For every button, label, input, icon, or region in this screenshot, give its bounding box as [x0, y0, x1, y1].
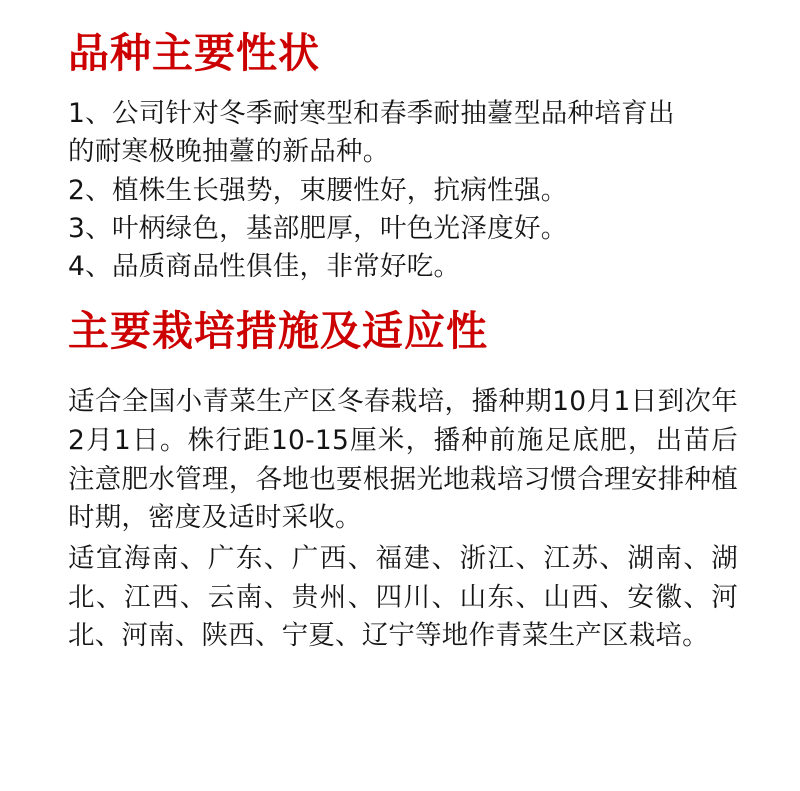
- list-item: 2、植株生长强势，束腰性好，抗病性强。: [68, 174, 568, 206]
- cultivation-paragraph: 适合全国小青菜生产区冬春栽培，播种期10月1日到次年2月1日。株行距10-15厘米，播种前施足底肥，出苗后注意肥水管理，各地也要根据光地栽培习惯合理安排种植时期，密度及适时采收。: [68, 386, 738, 534]
- list-item: 1、公司针对冬季耐寒型和春季耐抽薹型品种培育出: [68, 98, 675, 130]
- section-heading-cultivation: 主要栽培措施及适应性: [68, 307, 488, 356]
- variety-traits-list: [68, 95, 738, 286]
- list-item: 的耐寒极晚抽薹的新品种。: [68, 136, 390, 168]
- suitable-regions-paragraph: 适宜海南、广东、广西、福建、浙江、江苏、湖南、湖北、江西、云南、贵州、四川、山东、山西、安徽、河北、河南、陕西、宁夏、辽宁等地作青菜生产区栽培。: [68, 543, 738, 652]
- section-heading-variety-traits: 品种主要性状: [68, 29, 320, 77]
- list-item: 3、叶柄绿色，基部肥厚，叶色光泽度好。: [68, 212, 568, 244]
- list-item: 4、品质商品性俱佳，非常好吃。: [68, 250, 461, 282]
